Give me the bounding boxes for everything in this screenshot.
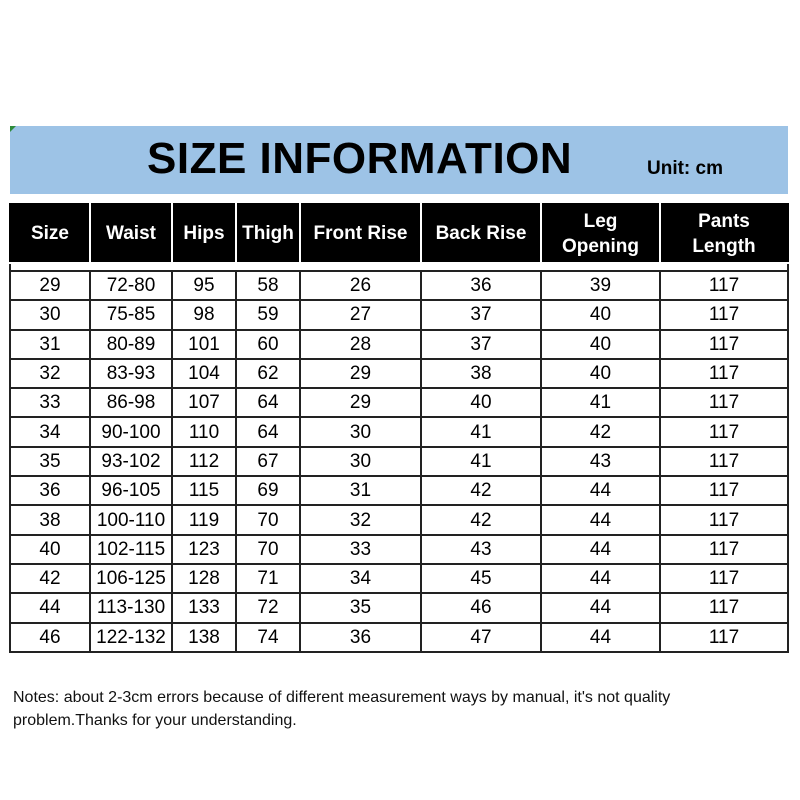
cell-leg-opening: 44 bbox=[541, 564, 660, 593]
cell-hips: 119 bbox=[172, 505, 236, 534]
cell-pants-length: 117 bbox=[660, 623, 788, 652]
cell-pants-length: 117 bbox=[660, 300, 788, 329]
cell-pants-length: 117 bbox=[660, 564, 788, 593]
cell-size: 31 bbox=[10, 330, 90, 359]
cell-thigh: 67 bbox=[236, 447, 300, 476]
cell-front-rise: 27 bbox=[300, 300, 421, 329]
cell-waist: 72-80 bbox=[90, 271, 172, 300]
cell-waist: 122-132 bbox=[90, 623, 172, 652]
cell-hips: 112 bbox=[172, 447, 236, 476]
unit-label: Unit: cm bbox=[647, 158, 723, 179]
cell-hips: 101 bbox=[172, 330, 236, 359]
cell-front-rise: 35 bbox=[300, 593, 421, 622]
cell-front-rise: 30 bbox=[300, 447, 421, 476]
cell-thigh: 69 bbox=[236, 476, 300, 505]
cell-waist: 100-110 bbox=[90, 505, 172, 534]
cell-back-rise: 42 bbox=[421, 476, 541, 505]
table-row bbox=[10, 447, 788, 476]
cell-size: 30 bbox=[10, 300, 90, 329]
cell-back-rise: 43 bbox=[421, 535, 541, 564]
table-row bbox=[10, 593, 788, 622]
banner-corner-mark bbox=[10, 126, 16, 132]
table-body bbox=[10, 271, 788, 652]
table-row bbox=[10, 564, 788, 593]
notes-text: Notes: about 2-3cm errors because of different measurement ways by manual, it's not quality problem.Thanks for your understanding. bbox=[13, 689, 671, 729]
size-chart-table bbox=[9, 203, 789, 653]
header-thigh: Thigh bbox=[236, 204, 300, 263]
cell-back-rise: 37 bbox=[421, 330, 541, 359]
cell-thigh: 74 bbox=[236, 623, 300, 652]
cell-pants-length: 117 bbox=[660, 593, 788, 622]
cell-size: 46 bbox=[10, 623, 90, 652]
cell-pants-length: 117 bbox=[660, 535, 788, 564]
cell-waist: 80-89 bbox=[90, 330, 172, 359]
cell-front-rise: 29 bbox=[300, 388, 421, 417]
header-hips: Hips bbox=[172, 204, 236, 263]
table-row bbox=[10, 300, 788, 329]
table-header-row bbox=[10, 204, 788, 263]
cell-leg-opening: 44 bbox=[541, 535, 660, 564]
table-row bbox=[10, 623, 788, 652]
cell-waist: 83-93 bbox=[90, 359, 172, 388]
table-row bbox=[10, 330, 788, 359]
table-row bbox=[10, 271, 788, 300]
header-leg-opening: Leg Opening bbox=[541, 204, 660, 263]
cell-hips: 98 bbox=[172, 300, 236, 329]
cell-thigh: 62 bbox=[236, 359, 300, 388]
cell-thigh: 64 bbox=[236, 417, 300, 446]
cell-leg-opening: 42 bbox=[541, 417, 660, 446]
cell-leg-opening: 44 bbox=[541, 593, 660, 622]
cell-thigh: 58 bbox=[236, 271, 300, 300]
cell-front-rise: 30 bbox=[300, 417, 421, 446]
cell-front-rise: 31 bbox=[300, 476, 421, 505]
cell-front-rise: 36 bbox=[300, 623, 421, 652]
cell-pants-length: 117 bbox=[660, 330, 788, 359]
cell-hips: 110 bbox=[172, 417, 236, 446]
cell-thigh: 59 bbox=[236, 300, 300, 329]
cell-size: 42 bbox=[10, 564, 90, 593]
cell-size: 35 bbox=[10, 447, 90, 476]
cell-thigh: 60 bbox=[236, 330, 300, 359]
table-row bbox=[10, 359, 788, 388]
cell-front-rise: 28 bbox=[300, 330, 421, 359]
cell-back-rise: 36 bbox=[421, 271, 541, 300]
cell-size: 44 bbox=[10, 593, 90, 622]
cell-waist: 90-100 bbox=[90, 417, 172, 446]
table-row bbox=[10, 388, 788, 417]
cell-size: 40 bbox=[10, 535, 90, 564]
cell-back-rise: 47 bbox=[421, 623, 541, 652]
table-row bbox=[10, 505, 788, 534]
cell-leg-opening: 44 bbox=[541, 623, 660, 652]
cell-size: 32 bbox=[10, 359, 90, 388]
cell-pants-length: 117 bbox=[660, 271, 788, 300]
cell-pants-length: 117 bbox=[660, 476, 788, 505]
cell-back-rise: 38 bbox=[421, 359, 541, 388]
cell-thigh: 70 bbox=[236, 505, 300, 534]
cell-back-rise: 40 bbox=[421, 388, 541, 417]
header-pants-length: Pants Length bbox=[660, 204, 788, 263]
cell-back-rise: 41 bbox=[421, 447, 541, 476]
cell-pants-length: 117 bbox=[660, 505, 788, 534]
cell-thigh: 64 bbox=[236, 388, 300, 417]
cell-waist: 86-98 bbox=[90, 388, 172, 417]
cell-pants-length: 117 bbox=[660, 447, 788, 476]
cell-hips: 133 bbox=[172, 593, 236, 622]
cell-leg-opening: 43 bbox=[541, 447, 660, 476]
cell-front-rise: 29 bbox=[300, 359, 421, 388]
cell-back-rise: 45 bbox=[421, 564, 541, 593]
header-front-rise: Front Rise bbox=[300, 204, 421, 263]
cell-thigh: 70 bbox=[236, 535, 300, 564]
cell-front-rise: 26 bbox=[300, 271, 421, 300]
table-row bbox=[10, 535, 788, 564]
cell-leg-opening: 44 bbox=[541, 505, 660, 534]
cell-hips: 104 bbox=[172, 359, 236, 388]
cell-waist: 102-115 bbox=[90, 535, 172, 564]
header-size: Size bbox=[10, 204, 90, 263]
cell-pants-length: 117 bbox=[660, 388, 788, 417]
cell-size: 29 bbox=[10, 271, 90, 300]
cell-size: 33 bbox=[10, 388, 90, 417]
table-row bbox=[10, 476, 788, 505]
cell-hips: 123 bbox=[172, 535, 236, 564]
header-spacer bbox=[10, 263, 788, 271]
cell-hips: 95 bbox=[172, 271, 236, 300]
cell-waist: 113-130 bbox=[90, 593, 172, 622]
cell-leg-opening: 39 bbox=[541, 271, 660, 300]
cell-hips: 128 bbox=[172, 564, 236, 593]
cell-hips: 115 bbox=[172, 476, 236, 505]
cell-thigh: 71 bbox=[236, 564, 300, 593]
header-waist: Waist bbox=[90, 204, 172, 263]
cell-thigh: 72 bbox=[236, 593, 300, 622]
cell-waist: 93-102 bbox=[90, 447, 172, 476]
cell-back-rise: 42 bbox=[421, 505, 541, 534]
cell-back-rise: 37 bbox=[421, 300, 541, 329]
cell-front-rise: 32 bbox=[300, 505, 421, 534]
cell-hips: 138 bbox=[172, 623, 236, 652]
cell-front-rise: 33 bbox=[300, 535, 421, 564]
cell-leg-opening: 40 bbox=[541, 359, 660, 388]
cell-waist: 75-85 bbox=[90, 300, 172, 329]
cell-back-rise: 41 bbox=[421, 417, 541, 446]
cell-leg-opening: 41 bbox=[541, 388, 660, 417]
cell-leg-opening: 44 bbox=[541, 476, 660, 505]
cell-waist: 106-125 bbox=[90, 564, 172, 593]
cell-leg-opening: 40 bbox=[541, 300, 660, 329]
cell-hips: 107 bbox=[172, 388, 236, 417]
cell-size: 34 bbox=[10, 417, 90, 446]
cell-back-rise: 46 bbox=[421, 593, 541, 622]
header-back-rise: Back Rise bbox=[421, 204, 541, 263]
page-title: SIZE INFORMATION bbox=[147, 134, 573, 183]
cell-size: 38 bbox=[10, 505, 90, 534]
cell-front-rise: 34 bbox=[300, 564, 421, 593]
cell-pants-length: 117 bbox=[660, 359, 788, 388]
cell-leg-opening: 40 bbox=[541, 330, 660, 359]
cell-pants-length: 117 bbox=[660, 417, 788, 446]
cell-size: 36 bbox=[10, 476, 90, 505]
cell-waist: 96-105 bbox=[90, 476, 172, 505]
table-row bbox=[10, 417, 788, 446]
